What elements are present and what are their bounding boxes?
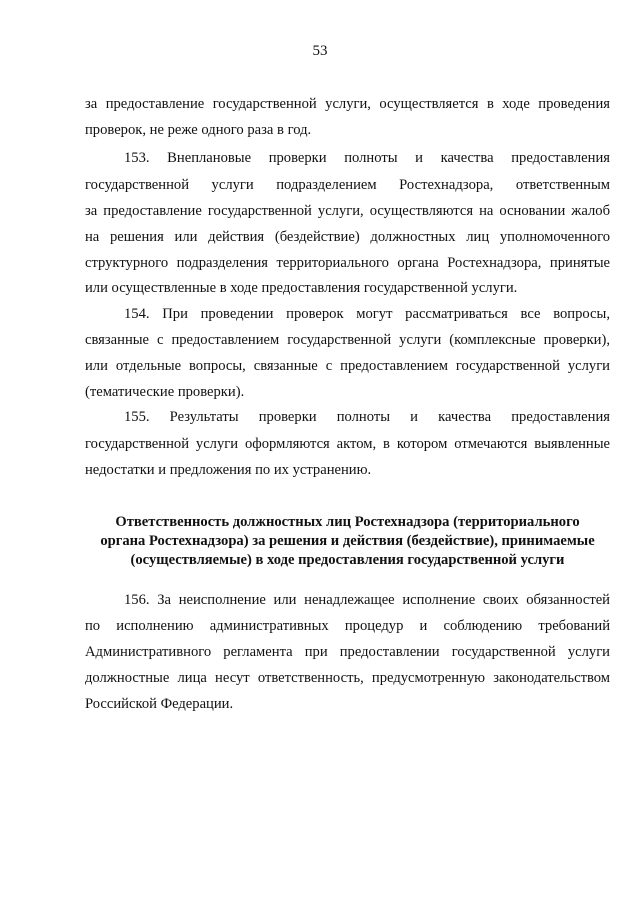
section-heading-line: (осуществляемые) в ходе предоставления государственной услуги	[130, 552, 565, 568]
paragraph-153-line: государственной услуги подразделением Ростехнадзора, ответственным	[85, 177, 610, 193]
paragraph-155-line: 155. Результаты проверки полноты и качества предоставления	[124, 409, 610, 425]
page-number: 53	[312, 43, 328, 59]
paragraph-156-line: Административного регламента при предоставлении государственной услуги	[85, 644, 610, 660]
paragraph-154-line: связанные с предоставлением государственной услуги (комплексные проверки),	[85, 332, 610, 348]
paragraph-156-line: 156. За неисполнение или ненадлежащее исполнение своих обязанностей	[124, 592, 610, 608]
paragraph-156-line: Российской Федерации.	[85, 696, 234, 712]
paragraph-155-line: государственной услуги оформляются актом, в котором отмечаются выявленные	[85, 436, 610, 452]
paragraph-153-line: на решения или действия (бездействие) должностных лиц уполномоченного	[85, 229, 610, 245]
section-heading-line: органа Ростехнадзора) за решения и действия (бездействие), принимаемые	[100, 533, 595, 549]
paragraph-153-line: 153. Внеплановые проверки полноты и качества предоставления	[124, 150, 610, 166]
paragraph-154-line: 154. При проведении проверок могут рассматриваться все вопросы,	[124, 306, 610, 322]
paragraph-156-line: должностные лица несут ответственность, предусмотренную законодательством	[85, 670, 610, 686]
paragraph-153-line: структурного подразделения территориального органа Ростехнадзора, принятые	[85, 255, 610, 271]
paragraph-continuation-line: за предоставление государственной услуги, осуществляется в ходе проведения	[85, 96, 610, 112]
paragraph-156-line: по исполнению административных процедур и соблюдению требований	[85, 618, 610, 634]
paragraph-154-line: (тематические проверки).	[85, 384, 245, 400]
paragraph-154-line: или отдельные вопросы, связанные с предоставлением государственной услуги	[85, 358, 610, 374]
paragraph-155-line: недостатки и предложения по их устранению.	[85, 462, 372, 478]
section-heading-line: Ответственность должностных лиц Ростехнадзора (территориального	[115, 514, 580, 530]
paragraph-153-line: за предоставление государственной услуги, осуществляются на основании жалоб	[85, 203, 610, 219]
paragraph-153-line: или осуществленные в ходе предоставления государственной услуги.	[85, 280, 518, 296]
paragraph-continuation-line: проверок, не реже одного раза в год.	[85, 122, 312, 138]
